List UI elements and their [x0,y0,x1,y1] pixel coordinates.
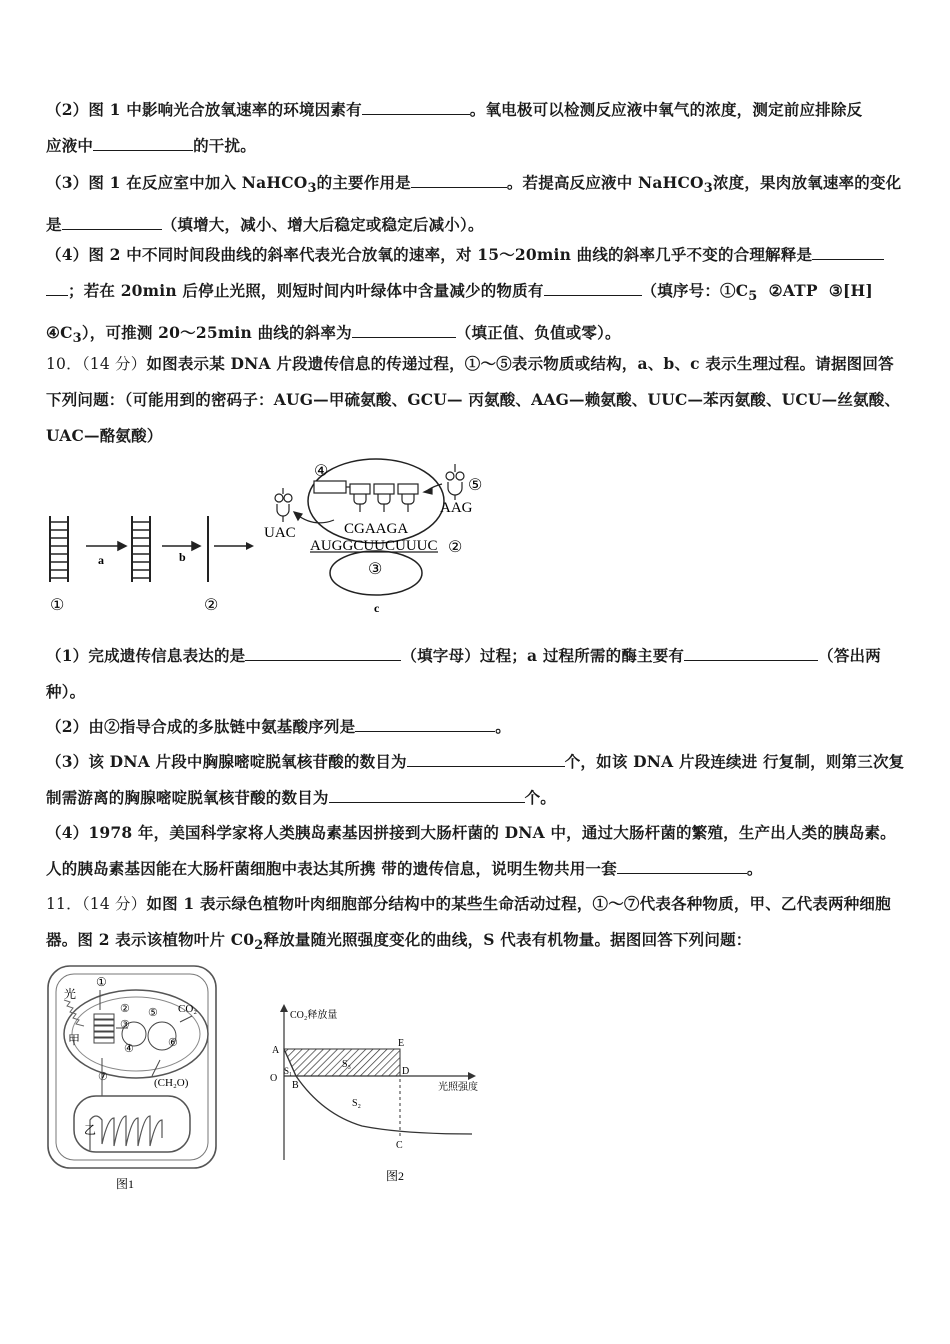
label-jia: 甲 [68,1033,81,1047]
label-4: ④ [314,463,329,480]
label-yi: 乙 [84,1123,97,1137]
text: （答出两种）。 [46,646,881,701]
subscript: 3 [703,181,713,197]
text: （3）图 1 在反应室中加入 NaHCO [46,173,308,192]
mrna-strand [208,516,254,582]
label-n3: ③ [120,1019,130,1031]
point-d: D [402,1066,410,1077]
label-b: b [179,550,186,564]
label-ch2o: (CH₂O) [154,1077,189,1089]
label-n4: ④ [124,1043,134,1055]
answer-blank[interactable] [62,214,162,230]
text: 个，如该 DNA 片段连续进 行复制，则第三次复制需游离的胸腺嘧啶脱氧核苷酸的数目为 [46,752,905,807]
label-1: ① [50,597,65,614]
text: （2）由②指导合成的多肽链中氨基酸序列是 [46,717,356,736]
anticodon-sequence: CGAAGA [344,521,409,537]
answer-blank[interactable] [93,135,193,151]
label-5: ⑤ [468,477,483,494]
label-c: c [374,601,380,615]
codon-uac: UAC [264,525,296,541]
q9-part3 [46,165,906,243]
answer-blank[interactable] [352,322,456,338]
answer-blank[interactable] [46,280,68,296]
answer-blank[interactable] [329,787,525,803]
text: （填增大，减小、增大后稳定或稳定后减小）。 [161,215,484,235]
text: 浓度，果肉放氧速率的变化 [712,173,902,192]
text: 如图表示某 DNA 片段遗传信息的传递过程，①～⑤表示物质或结构，a、b、c 表示生理过程。请据图回答下列问题：（可能用到的密码子：AUG—甲硫氨酸、GCU— 丙氨酸、AAG—赖氨酸、UUC—苯丙氨酸、UCU—丝氨酸、UAC—酪氨酸） [46,354,901,445]
answer-blank[interactable] [812,244,884,260]
answer-blank[interactable] [245,645,401,661]
label-a: a [98,553,104,567]
text: 的主要作用是 [316,173,411,192]
leaf-cell-figure [44,962,224,1194]
q10-sub1 [46,638,906,710]
point-o: O [270,1073,278,1084]
answer-blank[interactable] [362,99,470,115]
q11-intro [46,886,906,964]
text: 的干扰。 [193,136,256,155]
dna-transfer-figure [44,458,514,618]
label-n6: ⑥ [168,1037,178,1049]
trna-group [346,484,418,512]
text: （2）图 1 中影响光合放氧速率的环境因素有 [46,100,362,119]
x-axis-arrow-icon [468,1072,476,1080]
subscript: 3 [72,331,82,347]
text: ②ATP ③[H] [757,281,873,300]
co2-light-curve [262,1004,492,1184]
label-2: ② [204,597,219,614]
codon-aag: AAG [440,500,473,516]
label-n7: ⑦ [98,1071,108,1083]
label-light: 光 [64,987,77,1001]
mrna-sequence: AUGGCUUCUUUC [310,538,438,554]
label-n5: ⑤ [148,1007,158,1019]
process-b-arrow [162,542,200,550]
cristae [90,1116,162,1150]
text: （4）1978 年，美国科学家将人类胰岛素基因拼接到大肠杆菌的 DNA 中，通过大肠杆菌的繁殖，生产出人类的胰岛素。人的胰岛素基因能在大肠杆菌细胞中表达其所携 带的遗传信息，说明生物共用一套 [46,823,896,878]
answer-blank[interactable] [617,858,747,874]
text: 。 [746,859,763,878]
area-label-s3: S₃ [342,1059,352,1070]
point-c: C [396,1140,403,1151]
text: ；若在 20min 后停止光照，则短时间内叶绿体中含量减少的物质有 [68,281,544,300]
subscript: 3 [307,181,317,197]
q10-intro [46,346,906,454]
answer-blank[interactable] [355,716,495,732]
area-label-s2: S₂ [352,1098,362,1109]
question-number: 10．（14 分） [46,355,147,373]
figure-2-caption: 图2 [386,1169,405,1183]
x-axis-label: 光照强度 [438,1082,478,1093]
polypeptide-box [314,481,346,493]
q10-sub2 [46,709,906,745]
subscript: 2 [254,938,264,954]
text: 个。 [524,788,557,807]
text: 。 [495,717,511,736]
text: （3）该 DNA 片段中胸腺嘧啶脱氧核苷酸的数目为 [46,752,407,771]
label-3: ③ [368,561,383,578]
answer-blank[interactable] [407,751,565,767]
q9-part2 [46,92,906,164]
point-a: A [272,1045,280,1056]
q9-part4 [46,237,906,357]
text: 。若提高反应液中 NaHCO [506,173,704,192]
question-number: 11．（14 分） [46,895,147,913]
subscript: 5 [748,289,758,305]
label-n2: ② [120,1003,130,1015]
text: （4）图 2 中不同时间段曲线的斜率代表光合放氧的速率，对 15～20min 曲线的斜率几乎不变的合理解释是 [46,245,813,264]
answer-blank[interactable] [411,172,507,188]
q10-sub3 [46,744,906,816]
text: （填字母）过程；a 过程所需的酶主要有 [401,646,685,665]
grana-stack [94,1014,114,1043]
text: ），可推测 20～25min 曲线的斜率为 [81,323,352,343]
text: 释放量随光照强度变化的曲线，S 代表有机物量。据图回答下列问题： [263,930,752,949]
text: 如图 1 表示绿色植物叶肉细胞部分结构中的某些生命活动过程，①～⑦代表各种物质，甲、乙代表两种细胞器。图 2 表示该植物叶片 C0 [46,894,891,949]
text: （填正值、负值或零）。 [455,323,621,343]
label-co2: CO₂ [178,1003,198,1015]
point-e: E [398,1038,405,1049]
text: 应液中 [46,136,94,155]
text: ④C [46,323,73,343]
text: （填序号：①C [641,281,749,300]
figure-1-caption: 图1 [116,1177,135,1191]
answer-blank[interactable] [684,645,818,661]
text: 。氧电极可以检测反应液中氧气的浓度，测定前应排除反 [469,100,863,119]
answer-blank[interactable] [544,280,642,296]
text: （1）完成遗传信息表达的是 [46,646,246,665]
label-2-right: ② [448,539,463,556]
y-axis-arrow-icon [280,1004,288,1012]
process-a-arrow [86,542,126,550]
dna-double-helix-1 [50,516,68,582]
area-label-s1: S₁ [284,1066,293,1076]
text: 是 [46,215,62,235]
q10-sub4 [46,815,906,887]
dna-double-helix-2 [132,516,150,582]
y-axis-label: CO₂释放量 [290,1010,338,1021]
label-n1: ① [96,975,107,989]
point-b: B [292,1080,299,1091]
